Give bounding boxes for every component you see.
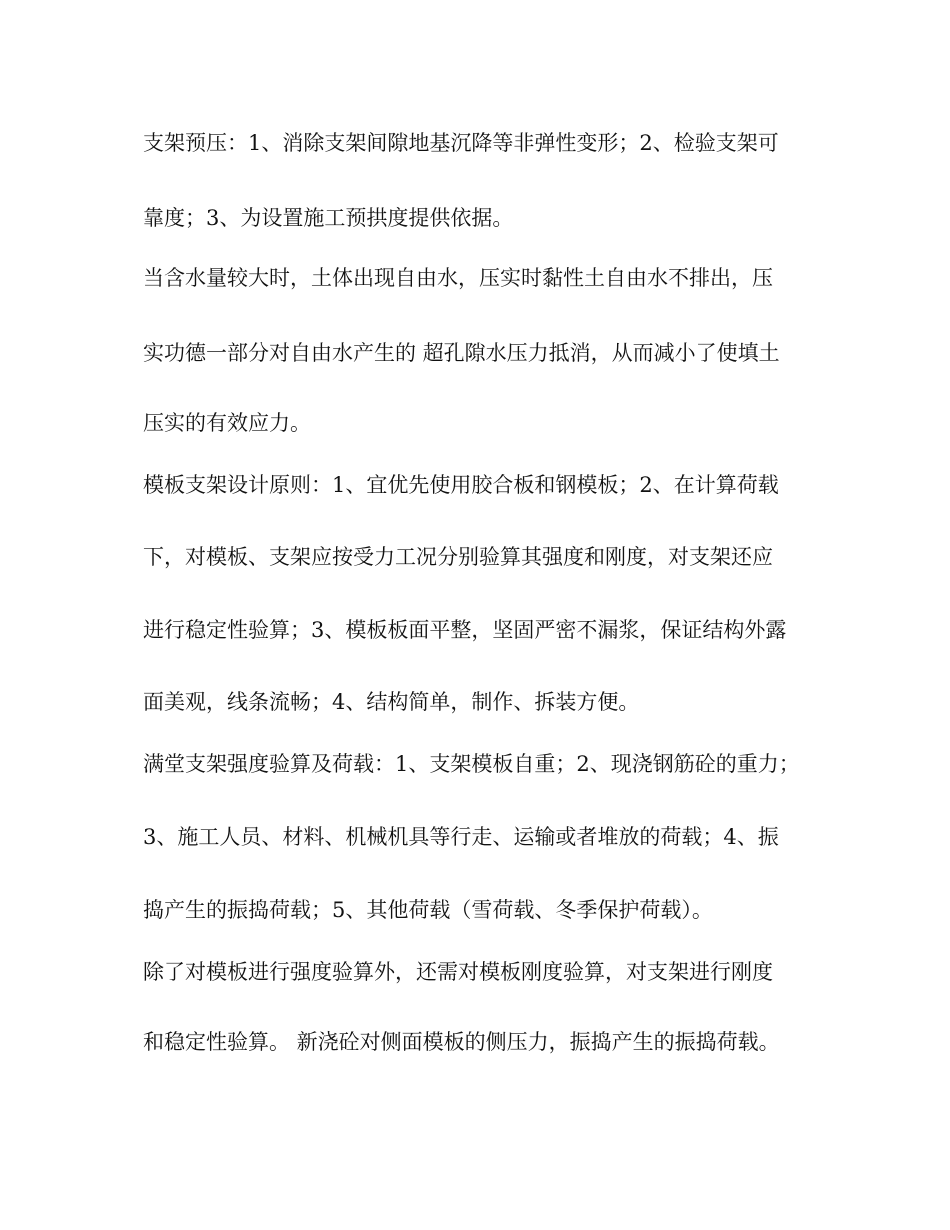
paragraph-4-line-2: 3、施工人员、材料、机械机具等行走、运输或者堆放的荷载；4、振 bbox=[143, 825, 779, 849]
paragraph-4-line-1: 满堂支架强度验算及荷载：1、支架模板自重；2、现浇钢筋砼的重力； bbox=[143, 752, 800, 776]
paragraph-2-line-3: 压实的有效应力。 bbox=[143, 411, 311, 435]
paragraph-4-line-3: 捣产生的振捣荷载；5、其他荷载（雪荷载、冬季保护荷载）。 bbox=[143, 898, 713, 922]
paragraph-5-line-2: 和稳定性验算。 新浇砼对侧面模板的侧压力，振捣产生的振捣荷载。 bbox=[143, 1030, 780, 1054]
paragraph-3-line-3: 进行稳定性验算；3、模板板面平整，坚固严密不漏浆，保证结构外露 bbox=[143, 618, 787, 642]
paragraph-3-line-4: 面美观，线条流畅；4、结构简单，制作、拆装方便。 bbox=[143, 690, 640, 714]
paragraph-3-line-1: 模板支架设计原则：1、宜优先使用胶合板和钢模板；2、在计算荷载 bbox=[143, 473, 779, 497]
paragraph-3-line-2: 下，对模板、支架应按受力工况分别验算其强度和刚度，对支架还应 bbox=[143, 545, 773, 569]
paragraph-2-line-2: 实功德一部分对自由水产生的 超孔隙水压力抵消，从而减小了使填土 bbox=[143, 341, 780, 365]
paragraph-1-line-1: 支架预压：1、消除支架间隙地基沉降等非弹性变形；2、检验支架可 bbox=[143, 131, 779, 155]
paragraph-2-line-1: 当含水量较大时，土体出现自由水，压实时黏性土自由水不排出，压 bbox=[143, 266, 773, 290]
paragraph-1-line-2: 靠度；3、为设置施工预拱度提供依据。 bbox=[143, 206, 514, 230]
paragraph-5-line-1: 除了对模板进行强度验算外，还需对模板刚度验算，对支架进行刚度 bbox=[143, 960, 773, 984]
